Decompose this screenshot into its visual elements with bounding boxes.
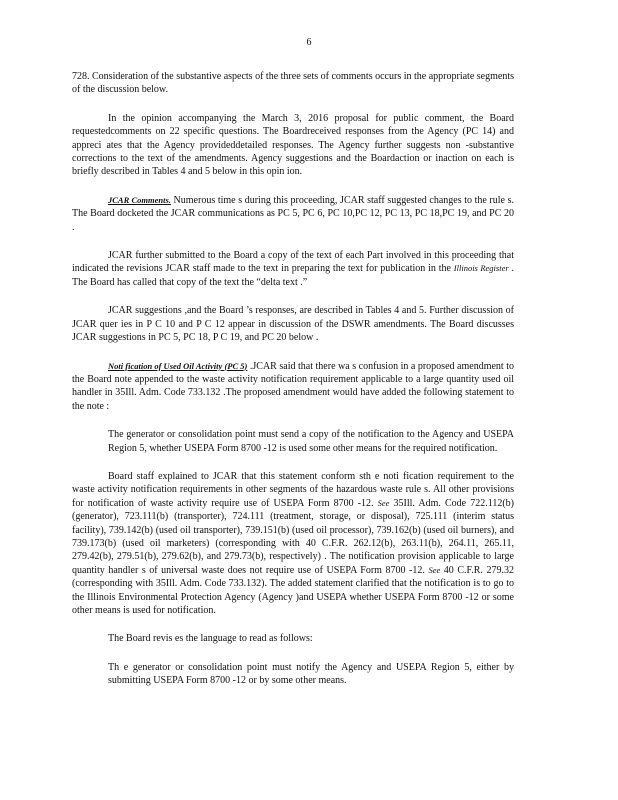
- paragraph-7: [72, 470, 514, 617]
- illinois-register-title: Illinois Register: [453, 263, 509, 274]
- document-body: [72, 70, 514, 703]
- quotation-2: Th e generator or consolidation point must notify the Agency and USEPA Region 5, either by submitting USEPA Form 8700 -12 or by some other means.: [108, 661, 514, 687]
- paragraph-3-text: Numerous time s during this proceeding, JCAR staff suggested changes to the rule s. The Board docketed the JCAR communications as PC 5, PC 6, PC 10,PC 12, PC 13, PC 18,PC 19, and PC 20 .: [72, 194, 514, 233]
- jcar-comments-heading: JCAR Comments.: [108, 194, 171, 205]
- paragraph-1: 728. Consideration of the substantive aspects of the three sets of comments occurs in the appropriate segments of the discussion below.: [72, 71, 514, 96]
- paragraph-4-text-a: JCAR further submitted to the Board a copy of the text of each Part involved in this proceeding that indicated the revisions JCAR staff made to the text in preparing the text for publication in the: [72, 250, 514, 275]
- used-oil-activity-heading: Noti fication of Used Oil Activity (PC 5): [108, 360, 248, 371]
- paragraph-6: [72, 360, 514, 414]
- paragraph-6-text: .JCAR said that there wa s confusion in a proposed amendment to the Board note appended to the waste activity notification requirement applicable to a large quantity used oil handler in 35Ill. Adm. Code 733.132 .The proposed amendment would have added the following statement to the note :: [72, 360, 514, 412]
- paragraph-3: [72, 194, 514, 234]
- paragraph-2: In the opinion accompanying the March 3, 2016 proposal for public comment, the Board requestedcomments on 22 specific questions. The Boardreceived responses from the Agency (PC 14) and appreci ates that the Agency provideddetailed responses. The Agency further suggests non -substantive corrections to the text of the amendments. Agency suggestions and the Boardaction or inaction on each is briefly described in Tables 4 and 5 below in this opin ion.: [72, 112, 514, 178]
- page-number: 6: [306, 37, 312, 48]
- paragraph-4: [72, 249, 514, 289]
- paragraph-5: JCAR suggestions ,and the Board ’s responses, are described in Tables 4 and 5. Further discussion of JCAR quer ies in P C 10 and P C 12 appear in discussion of the DSWR amendments. The Board discusses JCAR suggestions in PC 5, PC 18, P C 19, and PC 20 below .: [72, 305, 514, 344]
- paragraph-4-text-b: . The Board has called that copy of the text the “delta text .”: [72, 263, 514, 288]
- paragraph-7-text-b: 35Ill. Adm. Code 722.112(b) (generator), 723.111(b) (transporter), 724.111 (treatment, storage, or disposal), 725.111 (interim status facility), 739.142(b) (used oil transporter), 739.151(b) (used oil processor), 739.162(b) (used oil burners), and 739.173(b) (used oil marketers) (corresponding with 40 C.F.R. 262.12(b), 263.11(b), 264.11, 265.11, 279.42(b), 279.51(b), 279.62(b), and 279.73(b), respectively) . The notification provision applicable to large quantity handler s of universal waste does not require use of USEPA Form 8700 -12.: [72, 497, 514, 576]
- paragraph-7-text-c: 40 C.F.R. 279.32 (corresponding with 35Ill. Adm. Code 733.132). The added statement clarified that the notification is to go to the Illinois Environmental Protection Agency (Agency )and USEPA whether USEPA Form 8700 -12 or some other means is used for notification.: [72, 564, 514, 616]
- quotation-1: The generator or consolidation point must send a copy of the notification to the Agency and USEPA Region 5, whether USEPA Form 8700 -12 is used some other means for the required notification.: [108, 429, 514, 454]
- see-signal-1: See: [377, 497, 390, 508]
- see-signal-2: See: [428, 564, 441, 575]
- paragraph-7-text-a: Board staff explained to JCAR that this statement conform sth e noti fication requirement to the waste activity notification requirements in other segments of the hazardous waste rule s. All other provisions for notification of waste activity require use of USEPA Form 8700 -12.: [72, 470, 514, 509]
- paragraph-8: The Board revis es the language to read as follows:: [108, 633, 313, 645]
